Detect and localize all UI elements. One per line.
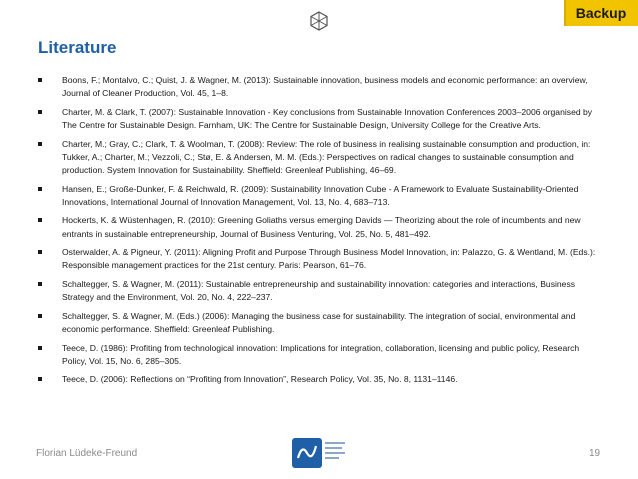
list-item bbox=[36, 138, 606, 178]
bullet-icon bbox=[38, 142, 42, 146]
reference-list bbox=[36, 74, 606, 392]
reference-text: Hansen, E.; Große-Dunker, F. & Reichwald, R. (2009): Sustainability Innovation Cube - A Framework to Evaluate Sustainability-Oriented Innovations, International Journal of Innovation Management, Vol. 13, No. 4, 683–713. bbox=[62, 183, 579, 207]
list-item bbox=[36, 310, 606, 336]
hexagon-cube-icon bbox=[309, 11, 329, 31]
reference-text: Schaltegger, S. & Wagner, M. (2011): Sustainable entrepreneurship and sustainability innovation: categories and interactions, Business Strategy and the Environment, Vol. 20, No. 4, 222–237. bbox=[62, 278, 576, 303]
list-item bbox=[36, 342, 606, 368]
bullet-icon bbox=[38, 346, 42, 350]
reference-text: Teece, D. (2006): Reflections on “Profiting from Innovation”, Research Policy, Vol. 35, No. 8, 1131–1146. bbox=[62, 374, 458, 385]
reference-text: Boons, F.; Montalvo, C.; Quist, J. & Wagner, M. (2013): Sustainable innovation, business models and economic performance: an overview, Journal of Cleaner Production, Vol. 45, 1–8. bbox=[62, 75, 588, 99]
bullet-icon bbox=[38, 110, 42, 114]
list-item bbox=[36, 214, 606, 240]
bullet-icon bbox=[38, 187, 42, 191]
bullet-icon bbox=[38, 377, 42, 381]
list-item bbox=[36, 106, 606, 132]
bullet-icon bbox=[38, 282, 42, 286]
reference-text: Schaltegger, S. & Wagner, M. (Eds.) (2006): Managing the business case for sustainability. The integration of social, environmental and economic performance. Sheffield: Greenleaf Publishing. bbox=[62, 310, 576, 334]
reference-text: Osterwalder, A. & Pigneur, Y. (2011): Aligning Profit and Purpose Through Business Model Innovation, in: Palazzo, G. & Wentland, M. (Eds.): Responsible management practices for the 21st century. Paris: Pearson, 61–76. bbox=[62, 247, 596, 271]
reference-text: Teece, D. (1986): Profiting from technological innovation: Implications for integration, collaboration, licensing and public policy, Research Policy, Vol. 15, No. 6, 285–305. bbox=[62, 342, 580, 366]
backup-badge: Backup bbox=[564, 0, 638, 26]
reference-text: Hockerts, K. & Wüstenhagen, R. (2010): Greening Goliaths versus emerging Davids — Theorizing about the role of incumbents and new entrants in sustainable entrepreneurship, Journal of Business Venturing, Vol. 25, No. 5, 481–492. bbox=[62, 215, 581, 239]
reference-text: Charter, M. & Clark, T. (2007): Sustainable Innovation - Key conclusions from Sustainable Innovation Conferences 2003–2006 organised by The Centre for Sustainable Design. Farnham, UK: The Centre for Sustainable Design, University College for the Creative Arts. bbox=[62, 106, 593, 130]
page-title: Literature bbox=[38, 38, 117, 57]
bullet-icon bbox=[38, 314, 42, 318]
bullet-icon bbox=[38, 78, 42, 82]
footer-author: Florian Lüdeke-Freund bbox=[36, 448, 138, 459]
page-number: 19 bbox=[589, 448, 601, 459]
list-item bbox=[36, 246, 606, 272]
list-item bbox=[36, 373, 606, 386]
reference-text: Charter, M.; Gray, C.; Clark, T. & Woolman, T. (2008): Review: The role of business in realising sustainable consumption and production, in: Tukker, A.; Charter, M.; Vezzoli, C.; Stø, E. & Andersen, M. M. (Eds.): Perspectives on radical changes to sustainable consumption and production. System Innovation for Sustainability. Sheffield: Greenleaf Publishing, 46–69. bbox=[62, 138, 591, 175]
bullet-icon bbox=[38, 218, 42, 222]
list-item bbox=[36, 183, 606, 209]
list-item bbox=[36, 74, 606, 100]
csm-logo-icon bbox=[290, 436, 350, 470]
list-item bbox=[36, 278, 606, 304]
bullet-icon bbox=[38, 250, 42, 254]
